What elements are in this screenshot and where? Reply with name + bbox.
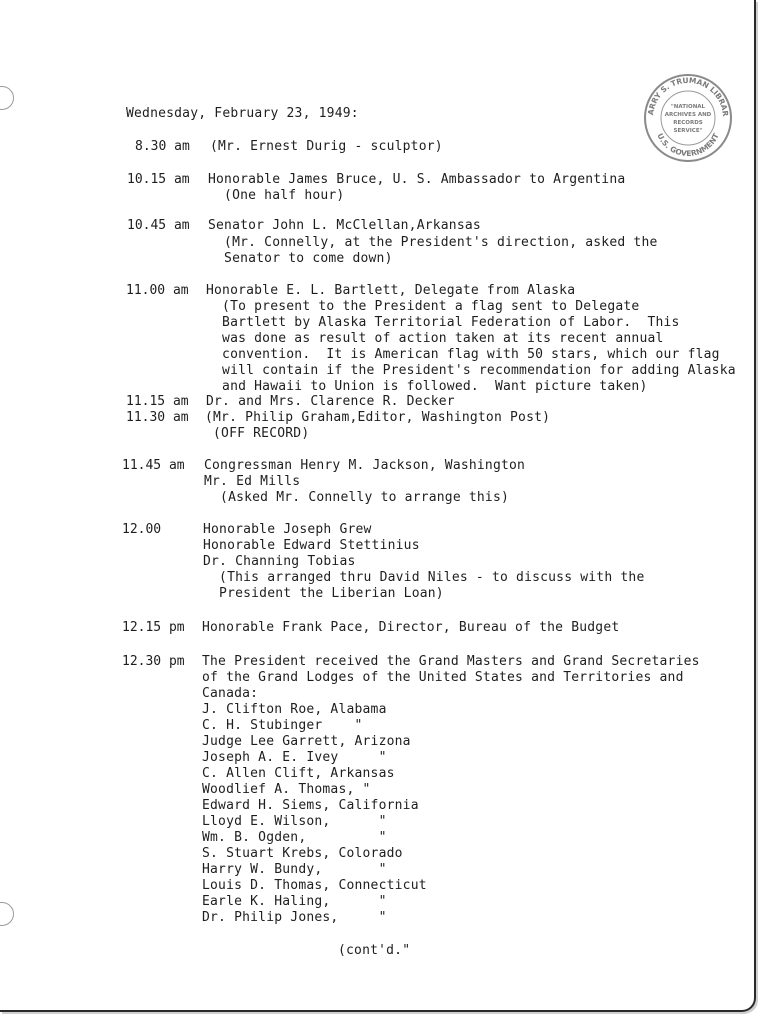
binder-hole-bottom bbox=[0, 902, 14, 926]
entry-line: Joseph A. E. Ivey " bbox=[202, 750, 387, 765]
entry-line: (To present to the President a flag sent to Delegate bbox=[206, 299, 640, 314]
entry-line: Judge Lee Garrett, Arizona bbox=[202, 734, 411, 749]
entry-line: President the Liberian Loan) bbox=[203, 586, 444, 601]
svg-text:HARRY S. TRUMAN LIBRARY bbox=[643, 73, 730, 117]
entry-line: Dr. Philip Jones, " bbox=[202, 910, 387, 925]
page-title: Wednesday, February 23, 1949: bbox=[126, 106, 359, 121]
entry-line: Honorable Frank Pace, Director, Bureau of the Budget bbox=[202, 620, 620, 635]
continued-note: (cont'd." bbox=[338, 943, 411, 958]
stamp-line-3: RECORDS bbox=[673, 120, 703, 126]
entry-line: will contain if the President's recommendation for adding Alaska bbox=[206, 363, 736, 378]
stamp-line-1: "NATIONAL bbox=[670, 104, 706, 110]
entry-line: and Hawaii to Union is followed. Want picture taken) bbox=[206, 379, 648, 394]
entry-line: Wm. B. Ogden, " bbox=[202, 830, 387, 845]
entry-line: Dr. and Mrs. Clarence R. Decker bbox=[206, 394, 455, 409]
stamp-arc-bottom: U.S. GOVERNMENT bbox=[655, 131, 721, 159]
archives-stamp bbox=[643, 73, 733, 163]
entry-line: Canada: bbox=[202, 686, 259, 701]
entry-time: 12.15 pm bbox=[122, 620, 185, 635]
entry-line: convention. It is American flag with 50 stars, which our flag bbox=[206, 347, 720, 362]
entry-time: 10.45 am bbox=[127, 218, 190, 233]
entry-line: Woodlief A. Thomas, " bbox=[202, 782, 371, 797]
entry-line: of the Grand Lodges of the United States and Territories and bbox=[202, 670, 684, 685]
entry-line: C. Allen Clift, Arkansas bbox=[202, 766, 395, 781]
entry-time: 11.45 am bbox=[122, 458, 185, 473]
entry-line: Bartlett by Alaska Territorial Federation of Labor. This bbox=[206, 315, 680, 330]
entry-time: 11.15 am bbox=[126, 394, 189, 409]
entry-line: Honorable E. L. Bartlett, Delegate from Alaska bbox=[206, 283, 576, 298]
entry-time: 12.30 pm bbox=[122, 654, 185, 669]
entry-line: J. Clifton Roe, Alabama bbox=[202, 702, 387, 717]
entry-line: Mr. Ed Mills bbox=[204, 474, 301, 489]
entry-line: Earle K. Haling, " bbox=[202, 894, 387, 909]
entry-line: S. Stuart Krebs, Colorado bbox=[202, 846, 403, 861]
entry-line: (Mr. Philip Graham,Editor, Washington Post) bbox=[205, 410, 551, 425]
entry-line: Harry W. Bundy, " bbox=[202, 862, 387, 877]
entry-time: 8.30 am bbox=[135, 139, 190, 154]
entry-line: Edward H. Siems, California bbox=[202, 798, 419, 813]
entry-line: Senator to come down) bbox=[208, 251, 393, 266]
entry-line: Lloyd E. Wilson, " bbox=[202, 814, 387, 829]
entry-line: (Asked Mr. Connelly to arrange this) bbox=[204, 490, 510, 505]
entry-line: Honorable Edward Stettinius bbox=[203, 538, 420, 553]
entry-line: Dr. Channing Tobias bbox=[203, 554, 356, 569]
stamp-arc-top: ARRY S. TRUMAN LIBRAR bbox=[646, 75, 731, 117]
entry-time: 11.30 am bbox=[126, 410, 189, 425]
entry-line: Honorable Joseph Grew bbox=[203, 522, 372, 537]
entry-line: (Mr. Connelly, at the President's direction, asked the bbox=[208, 235, 658, 250]
entry-line: (This arranged thru David Niles - to discuss with the bbox=[203, 570, 645, 585]
entry-line: (One half hour) bbox=[208, 188, 345, 203]
entry-line: Congressman Henry M. Jackson, Washington bbox=[204, 458, 526, 473]
entry-time: 11.00 am bbox=[126, 283, 189, 298]
stamp-line-4: SERVICE" bbox=[673, 128, 703, 134]
entry-time: 10.15 am bbox=[127, 172, 190, 187]
entry-line: C. H. Stubinger " bbox=[202, 718, 363, 733]
entry-line: (Mr. Ernest Durig - sculptor) bbox=[210, 139, 443, 154]
entry-line: The President received the Grand Masters and Grand Secretaries bbox=[202, 654, 700, 669]
entry-line: Louis D. Thomas, Connecticut bbox=[202, 878, 427, 893]
binder-hole-top bbox=[0, 86, 14, 110]
stamp-line-2: ARCHIVES AND bbox=[664, 112, 712, 118]
entry-line: (OFF RECORD) bbox=[205, 426, 310, 441]
entry-line: was done as result of action taken at its recent annual bbox=[206, 331, 664, 346]
entry-line: Senator John L. McClellan,Arkansas bbox=[208, 218, 481, 233]
entry-line: Honorable James Bruce, U. S. Ambassador to Argentina bbox=[208, 172, 626, 187]
entry-time: 12.00 bbox=[122, 522, 162, 537]
